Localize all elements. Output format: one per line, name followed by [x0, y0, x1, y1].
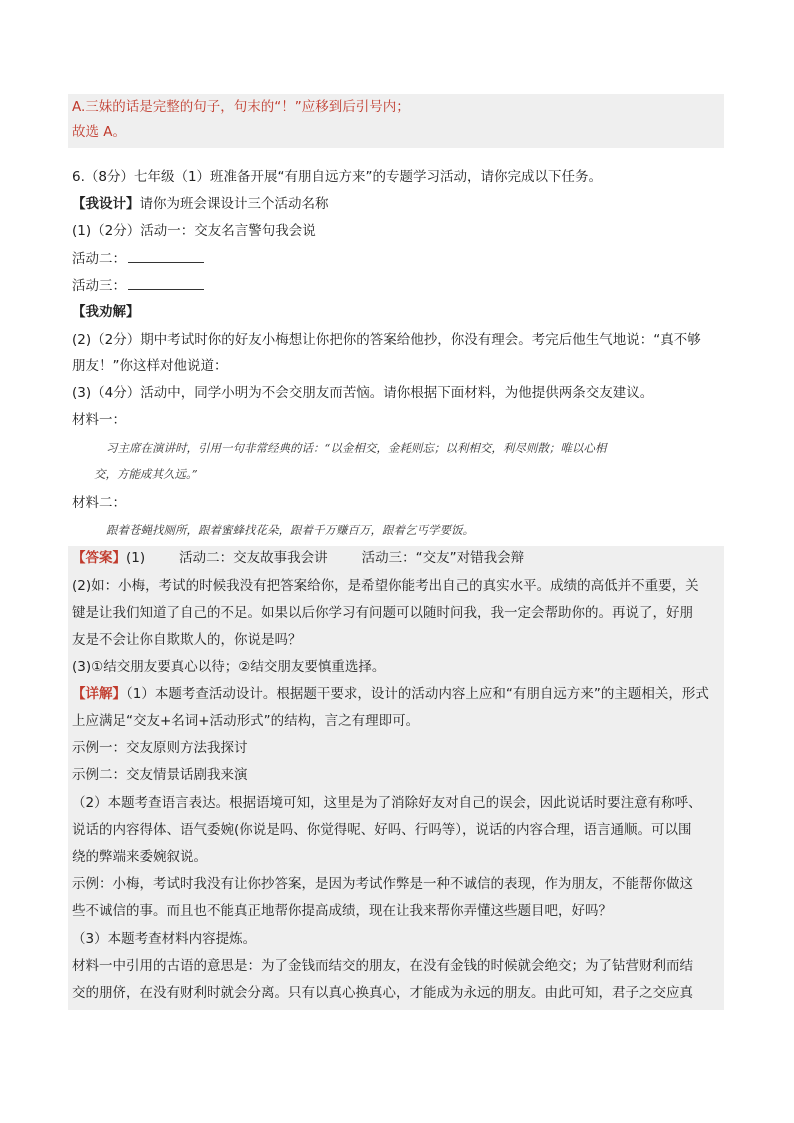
activity2-label: 活动二：: [72, 251, 126, 267]
answer-tag: 【答案】: [72, 550, 126, 566]
advise-title: 【我劝解】: [72, 304, 140, 320]
activity3-blank: [128, 275, 204, 290]
answer-a2-line2: 键是让我们知道了自己的不足。如果以后你学习有问题可以随时问我，我一定会帮助你的。再说了，好朋: [72, 605, 693, 621]
design-title: 【我设计】: [72, 196, 140, 212]
q2-line1: (2)（2分）期中考试时你的好友小梅想让你把你的答案给他抄，你没有理会。考完后他生气地说：“真不够: [72, 332, 701, 348]
analysis-tag: 【详解】: [72, 686, 126, 702]
analysis-d2-example-line2: 些不诚信的事。而且也不能真正地帮你提高成绩，现在让我来帮你弄懂这些题目吧，好吗？: [72, 903, 612, 919]
answer-a1-prefix: (1): [126, 550, 146, 566]
question-header: 6.（8分）七年级（1）班准备开展“有朋自远方来”的专题学习活动，请你完成以下任务。: [72, 169, 603, 185]
design-text: 请你为班会课设计三个活动名称: [139, 196, 329, 212]
material2-label: 材料二：: [72, 495, 126, 511]
design-section: [72, 194, 329, 214]
answer-a2-line1: (2)如：小梅，考试的时候我没有把答案给你，是希望你能考出自己的真实水平。成绩的高低并不重要，关: [72, 578, 699, 594]
analysis-d2-line1: （2）本题考查语言表达。根据语境可知，这里是为了消除好友对自己的误会，因此说话时要注意有称呼、: [72, 795, 702, 811]
analysis-d2-line2: 说话的内容得体、语气委婉(你说是吗、你觉得呢、好吗、行吗等），说话的内容合理，语言通顺。可以围: [72, 822, 692, 838]
material2-text: 跟着苍蝇找厕所，跟着蜜蜂找花朵，跟着千万赚百万，跟着乞丐学要饭。: [106, 523, 474, 537]
answer-a3: (3)①结交朋友要真心以待；②结交朋友要慎重选择。: [72, 659, 386, 675]
answer-activity3: 活动三：“交友”对错我会辩: [361, 550, 525, 566]
previous-answer-line: A.三妹的话是完整的句子，句末的“！”应移到后引号内；: [72, 99, 410, 115]
material1-line2: 交，方能成其久远。”: [94, 467, 198, 481]
analysis-row-1: [72, 684, 709, 704]
analysis-d1-line1: （1）本题考查活动设计。根据题干要求，设计的活动内容上应和“有朋自远方来”的主题相关，形式: [126, 686, 709, 702]
material1-label: 材料一：: [72, 412, 126, 428]
analysis-d3-line1: 材料一中引用的古语的意思是：为了金钱而结交的朋友，在没有金钱的时候就会绝交；为了钻营财利而结: [72, 958, 693, 974]
previous-answer-choice: 故选 A。: [72, 124, 127, 140]
analysis-example2: 示例二：交友情景话剧我来演: [72, 767, 248, 783]
analysis-example1: 示例一：交友原则方法我探讨: [72, 740, 248, 756]
activity2-row: [72, 248, 204, 269]
analysis-d3-title: （3）本题考查材料内容提炼。: [72, 931, 257, 947]
answer-a2-line3: 友是不会让你自欺欺人的，你说是吗？: [72, 632, 302, 648]
q3-text: (3)（4分）活动中，同学小明为不会交朋友而苦恼。请你根据下面材料，为他提供两条交友建议。: [72, 385, 654, 401]
analysis-d3-line2: 交的朋侪，在没有财利时就会分离。只有以真心换真心，才能成为永远的朋友。由此可知，君子之交应真: [72, 985, 693, 1001]
analysis-d1-line2: 上应满足“交友+名词+活动形式”的结构，言之有理即可。: [72, 713, 420, 729]
answer-activity2: 活动二：交友故事我会讲: [179, 550, 328, 566]
analysis-d2-line3: 绕的弊端来委婉叙说。: [72, 849, 207, 865]
activity3-label: 活动三：: [72, 278, 126, 294]
q1-label: (1)（2分）活动一：交友名言警句我会说: [72, 223, 316, 239]
answer-row-1: [72, 548, 524, 568]
activity3-row: [72, 275, 204, 296]
analysis-d2-example-line1: 示例：小梅，考试时我没有让你抄答案，是因为考试作弊是一种不诚信的表现，作为朋友，不能帮你做这: [72, 876, 693, 892]
material1-line1: 习主席在演讲时，引用一句非常经典的话：“以金相交，金耗则忘；以利相交，利尽则散；唯以心相: [106, 441, 607, 455]
q2-line2: 朋友！”你这样对他说道：: [72, 358, 228, 374]
activity2-blank: [128, 248, 204, 263]
